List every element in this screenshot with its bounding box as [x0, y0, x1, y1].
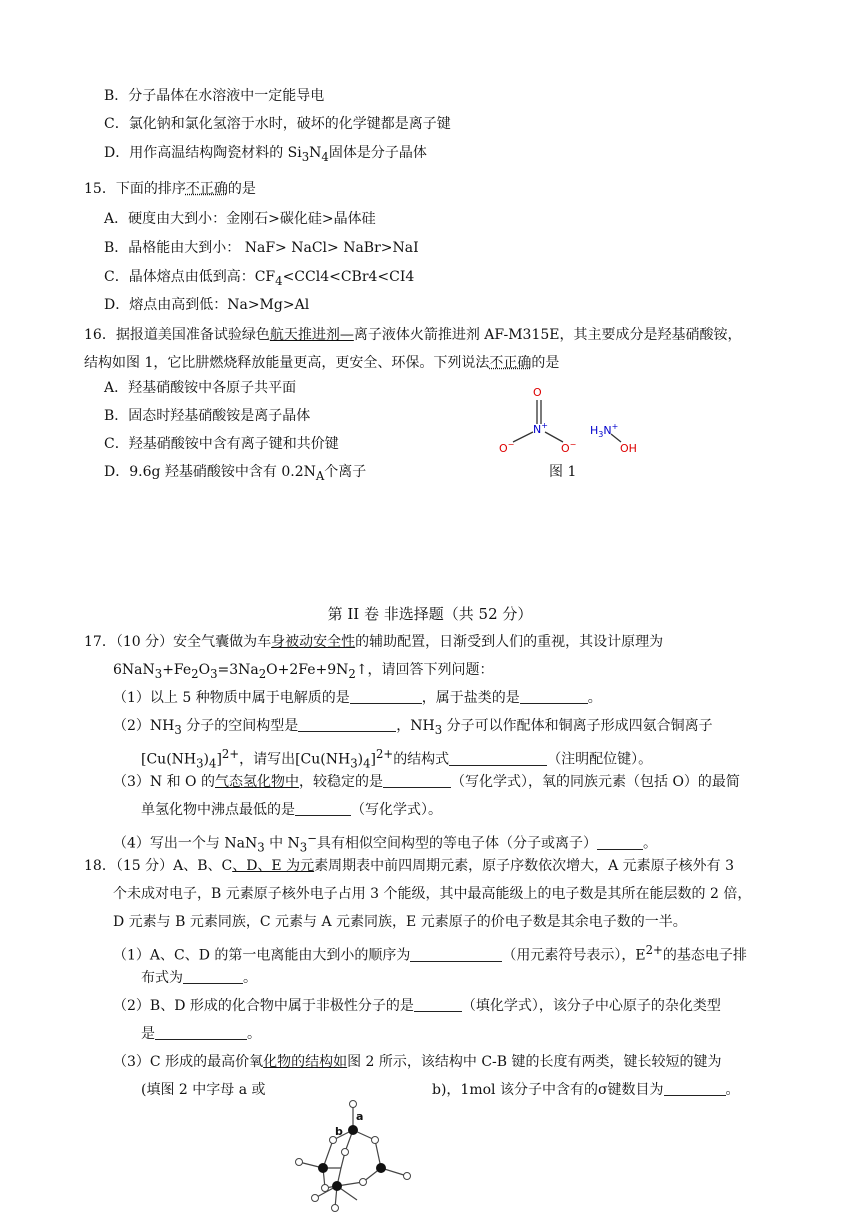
figure-1-caption: 图 1 — [549, 464, 577, 480]
oxygen-atom — [350, 1101, 357, 1108]
text: 图 2 所示，该结构中 C-B 键的长度有两类，键长较短的键为 — [347, 1054, 722, 1070]
phosphorus-atom — [376, 1163, 386, 1173]
text: 。 — [243, 970, 257, 986]
phosphorus-atom — [332, 1181, 342, 1191]
text: 。 — [643, 835, 657, 852]
q18-part3b-left: (填图 2 中字母 a 或 — [141, 1082, 266, 1098]
emphasis: 不正确 — [185, 181, 228, 197]
text: 。 — [587, 690, 602, 706]
text: 是 — [141, 1026, 155, 1042]
answer-blank[interactable] — [155, 1025, 247, 1040]
q14-option-c: C．氯化钠和氯化氢溶于水时，破坏的化学键都是离子键 — [104, 116, 451, 132]
text: C．晶体熔点由低到高：CF — [104, 269, 276, 285]
answer-blank[interactable] — [664, 1081, 726, 1096]
q15-option-c — [104, 267, 414, 291]
figure-1-structure — [495, 382, 645, 460]
answer-blank[interactable] — [449, 751, 547, 766]
q18-part3 — [113, 1052, 722, 1072]
text: （3）N 和 O 的 — [113, 774, 215, 790]
text: b)，1mol 该分子中含有的σ键数目为 — [432, 1082, 664, 1098]
text: D．9.6g 羟基硝酸铵中含有 0.2N — [104, 464, 316, 480]
q18-part2 — [113, 996, 721, 1016]
answer-blank[interactable] — [298, 717, 396, 732]
underlined: 气态氢化物中 — [215, 774, 299, 790]
q15-option-b: B．晶格能由大到小： NaF> NaCl> NaBr>NaI — [104, 240, 419, 256]
text: 18．（15 分）A、B、C — [84, 858, 233, 874]
oxygen-atom — [404, 1173, 411, 1180]
text: 布式为 — [141, 970, 183, 986]
text: （注明配位键）。 — [547, 751, 653, 768]
text: D．用作高温结构陶瓷材料的 Si — [104, 145, 302, 161]
atom-o-top: O — [533, 386, 542, 399]
text: ，属于盐类的是 — [421, 690, 520, 706]
text: 个离子 — [324, 464, 367, 480]
bond-label-b: b — [335, 1125, 343, 1138]
text: 固体是分子晶体 — [328, 145, 427, 161]
atom-n-plus: N+ — [533, 421, 548, 436]
oxygen-atom — [342, 1149, 349, 1156]
text: ，较稳定的是 — [299, 774, 383, 790]
text: （填化学式），该分子中心原子的杂化类型 — [461, 998, 721, 1014]
text: （写化学式）。 — [351, 802, 442, 818]
phosphorus-atom — [318, 1163, 328, 1173]
q17-part3 — [113, 772, 740, 792]
text: N — [309, 145, 322, 161]
q17-stem-line1 — [84, 632, 663, 652]
q14-option-d — [104, 143, 427, 167]
text: 的是 — [531, 355, 560, 371]
q15-option-d: D．熔点由高到低：Na>Mg>Al — [104, 297, 310, 313]
q17-part2: $(2)NH_3$ 分子的空间构型是 ，$NH_3$ 分子可以作配体和铜离子形成四氨合铜离子 — [113, 718, 713, 737]
underlined: 、D、E 为元 — [232, 858, 315, 874]
sub: 4 — [275, 273, 283, 288]
q15-option-a: A．硬度由大到小：金刚石>碳化硅>晶体硅 — [104, 211, 376, 227]
answer-blank[interactable] — [183, 969, 243, 984]
text: （1）A、C、D 的第一电离能由大到小的顺序为 — [113, 947, 411, 964]
oxygen-atom — [296, 1159, 303, 1166]
atom-oh: OH — [620, 442, 637, 455]
text: （2）B、D 形成的化合物中属于非极性分子的是 — [113, 998, 414, 1014]
q16-option-a: A．羟基硝酸铵中各原子共平面 — [104, 380, 297, 396]
text: 单氢化物中沸点最低的是 — [141, 802, 295, 818]
oxygen-atom — [360, 1179, 367, 1186]
text: 的辅助配置，日渐受到人们的重视，其设计原理为 — [355, 634, 664, 650]
emphasis: 不正确 — [489, 355, 532, 371]
bond-label-a: a — [356, 1110, 364, 1123]
text: 。 — [725, 1082, 740, 1098]
q18-part1: （1）A、C、D 的第一电离能由大到小的顺序为 （用元素符号表示），$E^{2+}$的基态电子排 — [113, 943, 747, 964]
q18-part3b-right — [432, 1080, 740, 1100]
section-2-title: 第 II 卷 非选择题（共 52 分） — [327, 605, 533, 623]
text: 离子液体火箭推进剂 AF-M315E，其主要成分是羟基硝酸铵， — [353, 327, 742, 343]
text: 的是 — [227, 181, 256, 197]
atom-h3n-plus: $H_3N^+$ — [590, 422, 619, 439]
answer-blank[interactable] — [350, 689, 422, 704]
sub: 3 — [301, 149, 310, 164]
q17-part4: （4）写出一个与 NaN$_3$ 中 $N_3^-$具有相似空间构型的等电子体（分子或离子） 。 — [113, 831, 657, 855]
phosphorus-atom — [348, 1125, 358, 1135]
q18-stem-line1 — [84, 856, 734, 876]
text: 。 — [247, 1026, 261, 1042]
q17-equation: $6NaN_3+Fe_2O_3=3Na_2O+2Fe+9N_2↑$，请回答下列问题： — [113, 662, 494, 681]
answer-blank[interactable] — [414, 997, 462, 1012]
q17-part3b — [141, 800, 442, 820]
sub: 4 — [321, 149, 329, 164]
text: 15．下面的排序 — [84, 181, 186, 197]
text: <CCl4<CBr4<CI4 — [282, 269, 415, 285]
text: 17．（10 分）安全气囊做为车 — [84, 634, 272, 650]
answer-blank[interactable] — [520, 689, 588, 704]
q16-stem-line1 — [84, 325, 741, 345]
sub: A — [315, 468, 325, 483]
answer-blank[interactable] — [383, 773, 451, 788]
text: （1）以上 5 种物质中属于电解质的是 — [113, 690, 350, 706]
atom-o-minus-left: O− — [499, 440, 515, 455]
q17-part2b: $[Cu(NH_3)_4]^{2+}$，请写出$[Cu(NH_3)_4]^{2+}$的结构式 （注明配位键）。 — [141, 747, 653, 771]
q18-part2b — [141, 1024, 261, 1044]
oxygen-atom — [372, 1137, 379, 1144]
underlined: 身被动安全性 — [271, 634, 356, 650]
q18-stem-line2: 个未成对电子，B 元素原子核外电子占用 3 个能级，其中最高能级上的电子数是其所在能层数的 2 倍， — [113, 886, 752, 902]
text: （3）C 形成的最高价氧 — [113, 1054, 264, 1070]
q16-option-d — [104, 462, 366, 486]
figure-2-structure — [285, 1096, 425, 1216]
q16-option-c: C．羟基硝酸铵中含有离子键和共价键 — [104, 436, 339, 452]
text: 结构如图 1，它比肼燃烧释放能量更高，更安全、环保。下列说法 — [84, 355, 490, 371]
text: 16．据报道美国准备试验绿色 — [84, 327, 270, 343]
q16-stem-line2 — [84, 353, 559, 373]
atom-o-minus-right: O− — [561, 440, 577, 455]
q14-option-b: B．分子晶体在水溶液中一定能导电 — [104, 88, 325, 104]
underlined: 化物的结构如 — [263, 1054, 348, 1070]
q17-part1 — [113, 688, 602, 708]
q18-part1b — [141, 968, 257, 988]
answer-blank[interactable] — [295, 801, 351, 816]
q15-stem — [84, 179, 256, 199]
oxygen-atom — [312, 1195, 319, 1202]
underlined: 航天推进剂— — [269, 327, 354, 343]
answer-blank[interactable] — [597, 835, 643, 850]
oxygen-atom — [332, 1205, 339, 1212]
text: （写化学式），氧的同族元素（包括 O）的最简 — [451, 774, 740, 790]
q18-stem-line3: D 元素与 B 元素同族，C 元素与 A 元素同族，E 元素原子的价电子数是其余电子数的一半。 — [113, 914, 687, 930]
answer-blank[interactable] — [410, 947, 502, 962]
q16-option-b: B．固态时羟基硝酸铵是离子晶体 — [104, 408, 311, 424]
oxygen-atom — [322, 1185, 329, 1192]
text: 素周期表中前四周期元素，原子序数依次增大，A 元素原子核外有 3 — [314, 858, 735, 874]
